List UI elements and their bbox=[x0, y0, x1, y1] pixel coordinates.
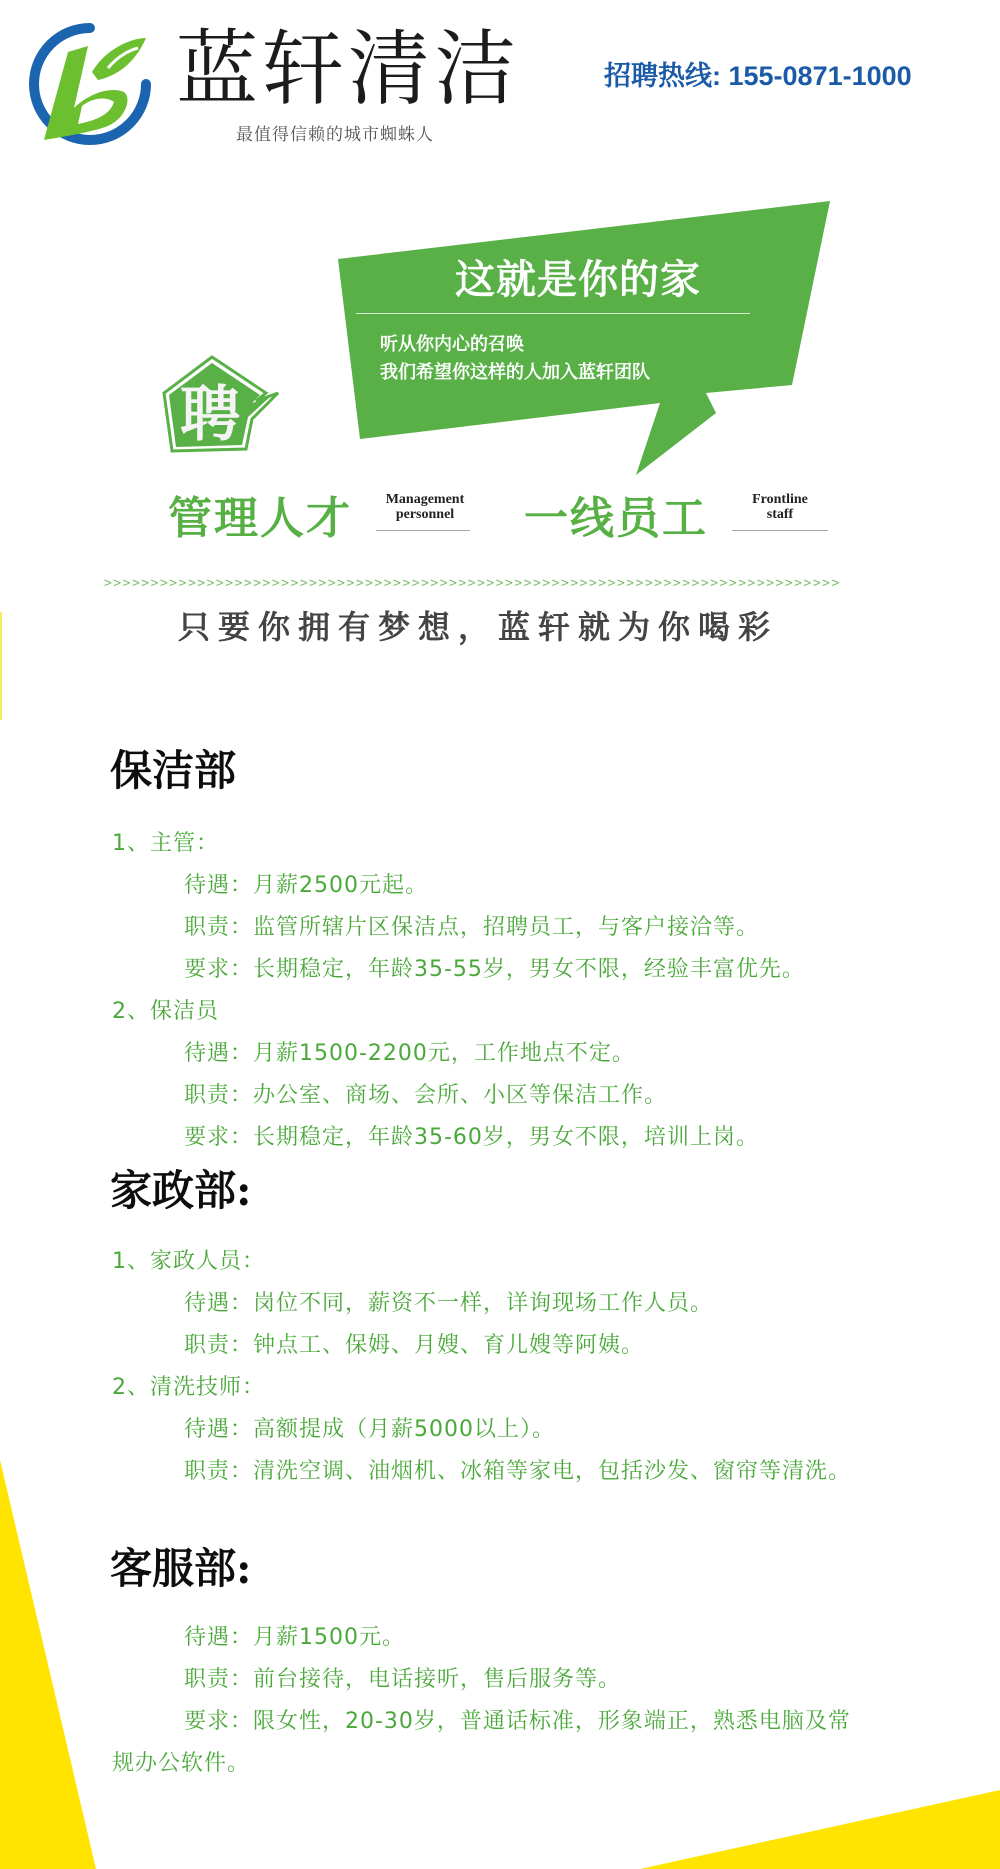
position-title: 2、清洗技师： bbox=[112, 1375, 265, 1400]
brand-slogan: 最值得信赖的城市蜘蛛人 bbox=[236, 125, 434, 145]
yellow-corner-left bbox=[0, 1460, 110, 1869]
position-duties: 职责：钟点工、保姆、月嫂、育儿嫂等阿姨。 bbox=[184, 1333, 645, 1358]
position-duties: 职责：办公室、商场、会所、小区等保洁工作。 bbox=[184, 1083, 668, 1108]
position-salary: 待遇：月薪1500元。 bbox=[184, 1625, 405, 1650]
edge-accent bbox=[0, 612, 2, 720]
role-management-en bbox=[370, 492, 480, 522]
role-frontline-en-line1: Frontline bbox=[752, 492, 808, 507]
position-requirements: 要求：长期稳定，年龄35-60岁，男女不限，培训上岗。 bbox=[184, 1125, 759, 1150]
brand-name: 蓝轩清洁 bbox=[176, 22, 521, 117]
position-requirements-continued: 规办公软件。 bbox=[112, 1751, 251, 1776]
role-frontline-en-line2: staff bbox=[766, 507, 794, 522]
position-title: 1、家政人员： bbox=[112, 1249, 265, 1274]
yellow-corner-right bbox=[640, 1790, 1000, 1869]
role-frontline-underline bbox=[732, 530, 828, 531]
role-management-cn: 管理人才 bbox=[168, 493, 352, 544]
position-salary: 待遇：月薪2500元起。 bbox=[184, 873, 428, 898]
position-title: 1、主管： bbox=[112, 831, 219, 856]
recruitment-hotline[interactable]: 招聘热线: 155-0871-1000 bbox=[604, 61, 912, 91]
position-salary: 待遇：高额提成（月薪5000以上）。 bbox=[184, 1417, 555, 1442]
recruit-badge-icon bbox=[160, 353, 286, 457]
role-management-en-line1: Management bbox=[385, 492, 465, 507]
dept-title-housekeeping: 家政部: bbox=[110, 1166, 252, 1215]
position-salary: 待遇：岗位不同，薪资不一样，详询现场工作人员。 bbox=[184, 1291, 714, 1316]
bubble-subtitle-1: 听从你内心的召唤 bbox=[380, 334, 524, 355]
role-frontline-en bbox=[730, 492, 830, 522]
motto: 只要你拥有梦想，蓝轩就为你喝彩 bbox=[178, 608, 779, 646]
position-requirements: 要求：限女性，20-30岁，普通话标准，形象端正，熟悉电脑及常 bbox=[184, 1709, 851, 1734]
bubble-divider bbox=[356, 313, 750, 314]
position-requirements: 要求：长期稳定，年龄35-55岁，男女不限，经验丰富优先。 bbox=[184, 957, 805, 982]
role-management-en-line2: personnel bbox=[395, 507, 455, 522]
bubble-title: 这就是你的家 bbox=[455, 256, 701, 303]
bubble-subtitle-2: 我们希望你这样的人加入蓝轩团队 bbox=[380, 362, 650, 383]
svg-text:聘: 聘 bbox=[180, 380, 240, 450]
chevron-divider: >>>>>>>>>>>>>>>>>>>>>>>>>>>>>>>>>>>>>>>>>>>>>>>>>>>>>>>>>>>>>>>>>>>>>>>>>>>>>>> bbox=[104, 576, 841, 591]
logo-icon bbox=[28, 22, 152, 146]
position-title: 2、保洁员 bbox=[112, 999, 219, 1024]
role-management-underline bbox=[376, 530, 470, 531]
position-duties: 职责：前台接待，电话接听，售后服务等。 bbox=[184, 1667, 622, 1692]
dept-title-cleaning: 保洁部 bbox=[110, 746, 237, 795]
role-frontline-cn: 一线员工 bbox=[524, 493, 708, 544]
dept-title-customer-service: 客服部: bbox=[110, 1544, 252, 1593]
position-duties: 职责：清洗空调、油烟机、冰箱等家电，包括沙发、窗帘等清洗。 bbox=[184, 1459, 852, 1484]
position-salary: 待遇：月薪1500-2200元，工作地点不定。 bbox=[184, 1041, 635, 1066]
position-duties: 职责：监管所辖片区保洁点，招聘员工，与客户接洽等。 bbox=[184, 915, 760, 940]
